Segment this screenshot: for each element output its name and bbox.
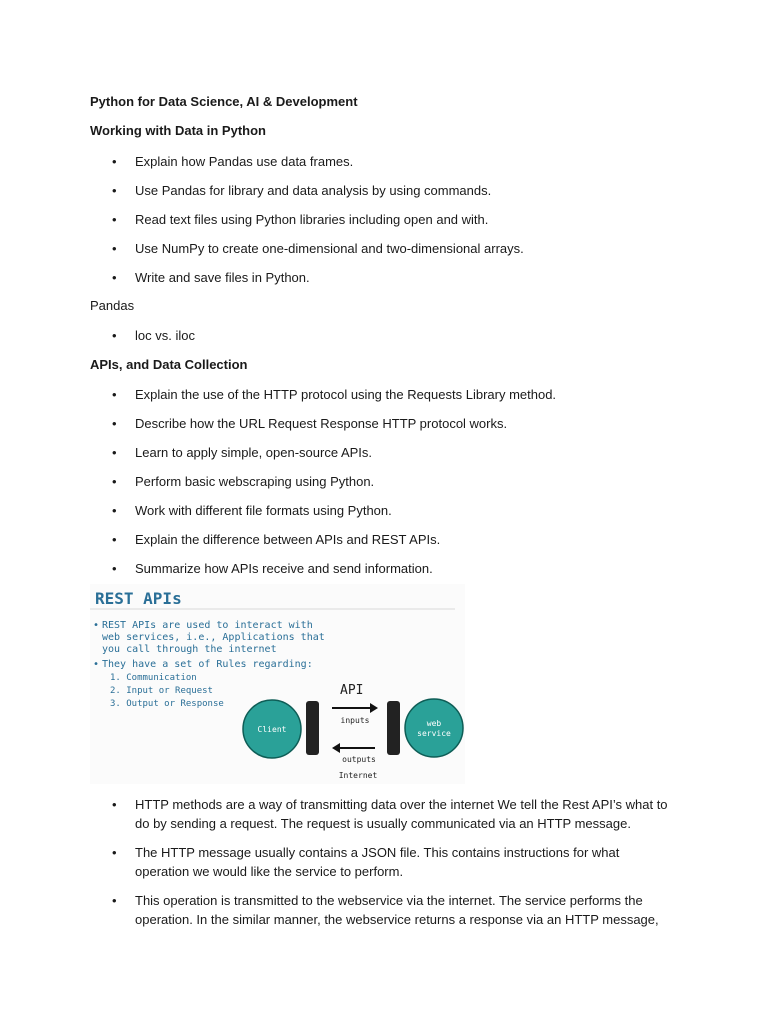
document-title: Python for Data Science, AI & Development	[90, 94, 358, 109]
bullet-icon: •	[112, 270, 117, 285]
api-left-bar	[306, 701, 319, 755]
diagram-title: REST APIs	[95, 589, 182, 608]
outputs-arrowhead-icon	[332, 743, 340, 753]
service-label: service	[417, 729, 451, 738]
web-service-circle	[405, 699, 463, 757]
point2-line: They have a set of Rules regarding:	[102, 659, 313, 670]
point1-bullet-icon: •	[93, 620, 100, 631]
api-label: API	[340, 683, 364, 698]
bullet-icon: •	[112, 183, 117, 198]
point1-line: you call through the internet	[102, 644, 277, 655]
section-heading-apis: APIs, and Data Collection	[90, 357, 248, 372]
bullet-icon: •	[112, 387, 117, 402]
rest-api-diagram	[90, 584, 465, 784]
document-page: Python for Data Science, AI & Development Working with Data in Python • Explain how Pandas use data frames. • Use Pandas for library and data analysis by using commands. • Read text files using Python libraries including open and with. • Use NumPy to create one-dimensional and two-dimensional arrays. • Write and save files in Python. Pandas • loc vs. iloc APIs, and Data Collection • Explain the use of the HTTP protocol using the Requests Library method. • Describe how the URL Request Response HTTP protocol works. • Learn to apply simple, open-source APIs. • Perform basic webscraping using Python. • Work with different file formats using Python. • Explain the difference between APIs and REST APIs. • Summarize how APIs receive and send information. REST APIs • REST APIs are used to interact with web services, i.e., Applications that you call through the internet • They have a set of Rules regarding: 1. Communication 2. Input or Request 3. Output or Response API Client inputs outputs web service Internet • HTTP methods are a way of transmitting data over the internet We tell the Rest API’s what to do by sending a request. The request is usually communicated via an HTTP message. • The HTTP message usually contains a JSON file. This contains instructions for what operation we would like the service to perform. • This operation is transmitted to the webservice via the internet. The service performs the operation. In the similar manner, the webservice returns a response via an HTTP message,	[90, 94, 668, 927]
bullet-icon: •	[112, 154, 117, 169]
rule-item: 1. Communication	[110, 673, 197, 683]
api-right-bar	[387, 701, 400, 755]
point1-line: REST APIs are used to interact with	[102, 620, 313, 631]
section-heading-working-with-data: Working with Data in Python	[90, 123, 266, 138]
inputs-arrowhead-icon	[370, 703, 378, 713]
outputs-label: outputs	[342, 755, 376, 764]
bullet-icon: •	[112, 445, 117, 460]
point2-bullet-icon: •	[93, 659, 100, 670]
service-label: web	[426, 719, 442, 728]
rule-item: 3. Output or Response	[110, 699, 224, 709]
bullet-icon: •	[112, 328, 117, 343]
internet-label: Internet	[338, 771, 378, 780]
bullet-icon: •	[112, 474, 117, 489]
bullet-icon: •	[112, 561, 117, 576]
client-label: Client	[257, 725, 287, 734]
bullet-icon: •	[112, 503, 117, 518]
inputs-label: inputs	[340, 716, 370, 725]
rule-item: 2. Input or Request	[110, 686, 213, 696]
point1-line: web services, i.e., Applications that	[102, 632, 325, 643]
bullet-icon: •	[112, 212, 117, 227]
bullet-icon: •	[112, 893, 117, 908]
bullet-icon: •	[112, 532, 117, 547]
bullet-icon: •	[112, 241, 117, 256]
bullet-icon: •	[112, 845, 117, 860]
pandas-label: Pandas	[90, 298, 135, 313]
bullet-icon: •	[112, 416, 117, 431]
bullet-icon: •	[112, 797, 117, 812]
